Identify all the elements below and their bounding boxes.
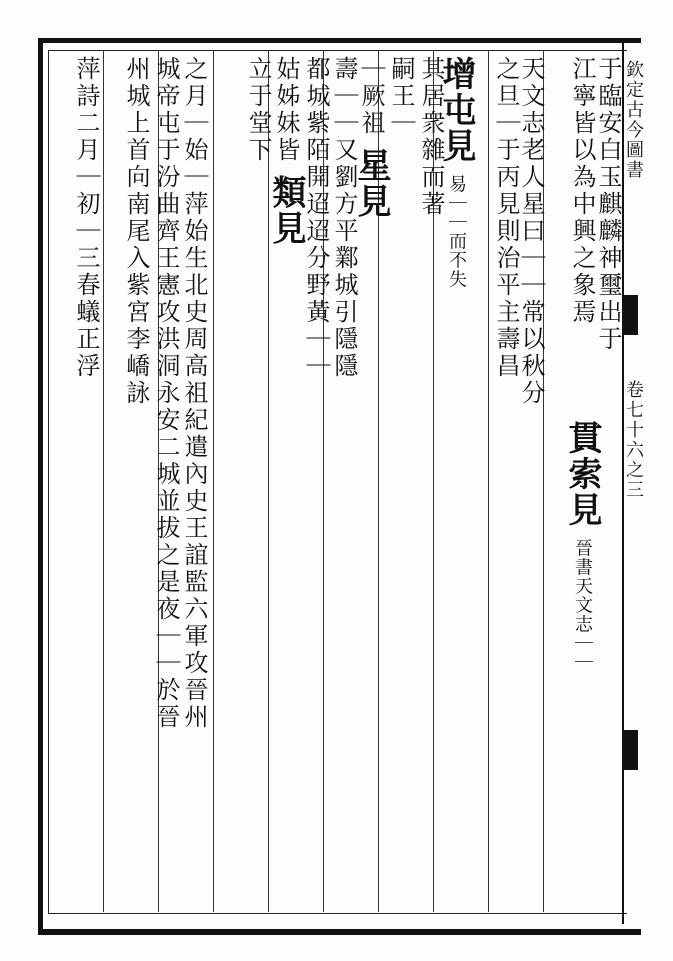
text-run: 之月｜始｜萍始生北史周高祖紀遣內史王誼監六軍攻晉州 xyxy=(180,56,208,731)
text-run: 萍詩二月｜初｜三春蟻正浮 xyxy=(72,56,100,380)
text-run: 易｜｜而不失 xyxy=(446,174,467,289)
text-column-2 xyxy=(556,420,608,672)
text-run: 于臨安白玉麒麟神璽出于 xyxy=(594,56,622,353)
text-run: 江寧皆以為中興之象焉 xyxy=(568,56,596,326)
text-run: 嗣王｜ xyxy=(387,56,415,137)
edge-volume: 卷七十六之三 xyxy=(623,380,644,500)
text-run: 壽｜｜又劉方平鄴城引隱隱 xyxy=(330,56,358,380)
text-run: 州城上首向南尾入紫宮李嶠詠 xyxy=(122,56,150,407)
text-run: 晉書天文志｜｜ xyxy=(572,538,593,672)
text-column-16 xyxy=(60,56,112,380)
text-run: ｜厥祖 xyxy=(357,56,385,137)
text-run: 其居衆雜而著 xyxy=(417,56,445,218)
text-run: 天文志老人星曰｜｜常以秋分 xyxy=(517,56,545,407)
text-run: 城帝屯于汾曲齊王憲攻洪洞永安二城並拔之是夜｜｜於晉 xyxy=(152,56,180,731)
heading-guansuo: 貫索見 xyxy=(562,420,602,528)
text-run: 之旦｜于丙見則治平主壽昌 xyxy=(492,56,520,380)
edge-title: 欽定古今圖書 xyxy=(623,60,644,180)
text-column-12 xyxy=(232,56,284,164)
heading-xing: 星見 xyxy=(351,147,391,220)
heading-lei: 類見 xyxy=(266,174,306,247)
fish-tail-mark-lower xyxy=(624,730,638,770)
text-column-2b xyxy=(556,56,608,326)
text-column-15 xyxy=(110,56,162,407)
text-run: 姑姊妹皆 xyxy=(272,56,300,164)
heading-zengtun: 增屯見 xyxy=(436,56,476,164)
text-run: 都城紫陌開迢迢分野黃｜｜ xyxy=(302,56,330,380)
text-run: 立于堂下 xyxy=(244,56,272,164)
text-column-4 xyxy=(480,56,532,380)
